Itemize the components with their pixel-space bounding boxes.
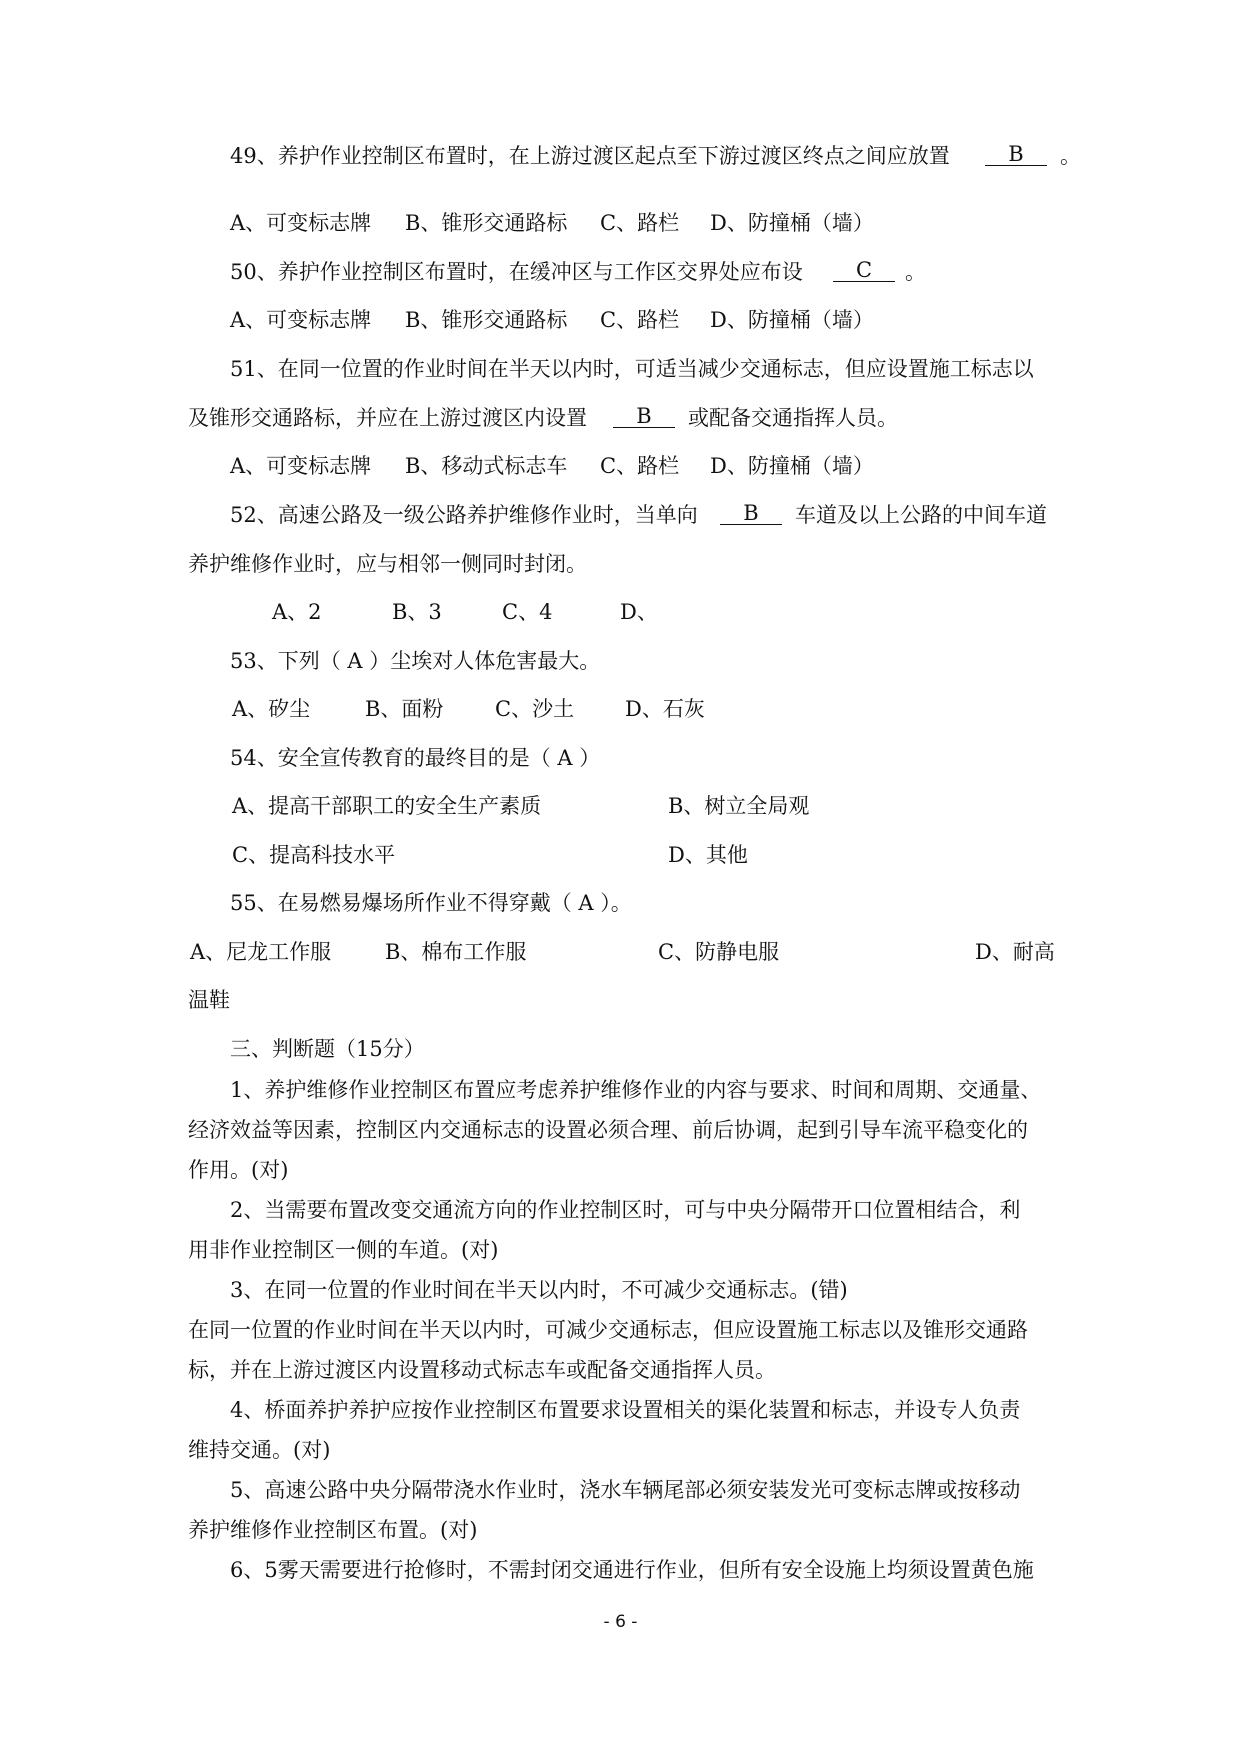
question-52-text-post: 车道及以上公路的中间车道	[795, 503, 1047, 527]
option-b: B、锥形交通路标	[405, 211, 568, 235]
option-a: A、矽尘	[232, 697, 311, 721]
judgement-1-text: 经济效益等因素，控制区内交通标志的设置必须合理、前后协调，起到引导车流平稳变化的	[188, 1118, 1028, 1142]
section-title: 三、判断题（15分）	[230, 1037, 425, 1061]
question-51-answer: B	[613, 405, 675, 428]
question-53-stem: 53、下列（ A ）尘埃对人体危害最大。	[230, 649, 601, 673]
option-d: D、其他	[668, 843, 748, 867]
judgement-6-text: 6、5雾天需要进行抢修时，不需封闭交通进行作业，但所有安全设施上均须设置黄色施	[230, 1558, 1034, 1582]
question-52-answer: B	[720, 502, 782, 525]
judgement-5-text: 5、高速公路中央分隔带浇水作业时，浇水车辆尾部必须安装发光可变标志牌或按移动	[230, 1478, 1021, 1502]
option-b: B、面粉	[365, 697, 444, 721]
question-54-stem: 54、安全宣传教育的最终目的是（ A ）	[230, 746, 601, 770]
option-c: C、防静电服	[658, 940, 780, 964]
option-a: A、尼龙工作服	[190, 940, 332, 964]
option-b: B、3	[392, 600, 442, 624]
question-55-wrap-text: 温鞋	[188, 988, 230, 1012]
judgement-4-text: 4、桥面养护养护应按作业控制区布置要求设置相关的渠化装置和标志，并设专人负责	[230, 1398, 1021, 1422]
option-a: A、2	[272, 600, 322, 624]
option-a: A、提高干部职工的安全生产素质	[232, 794, 542, 818]
question-50-answer: C	[833, 259, 895, 282]
option-d: D、石灰	[625, 697, 705, 721]
question-49-end: 。	[1060, 144, 1081, 168]
option-b: B、移动式标志车	[405, 454, 568, 478]
judgement-2-text: 用非作业控制区一侧的车道。(对)	[188, 1238, 499, 1262]
option-d: D、耐高	[975, 940, 1055, 964]
question-52-text: 养护维修作业时，应与相邻一侧同时封闭。	[188, 552, 587, 576]
option-c: C、提高科技水平	[232, 843, 396, 867]
judgement-3-explanation: 在同一位置的作业时间在半天以内时，可减少交通标志，但应设置施工标志以及锥形交通路	[188, 1318, 1028, 1342]
judgement-1-text: 1、养护维修作业控制区布置应考虑养护维修作业的内容与要求、时间和周期、交通量、	[230, 1078, 1042, 1102]
judgement-4-text: 维持交通。(对)	[188, 1438, 331, 1462]
judgement-3-explanation: 标，并在上游过渡区内设置移动式标志车或配备交通指挥人员。	[188, 1358, 776, 1382]
question-49-answer: B	[985, 143, 1047, 166]
option-b: B、树立全局观	[668, 794, 810, 818]
option-b: B、锥形交通路标	[405, 308, 568, 332]
question-50-end: 。	[905, 260, 926, 284]
option-c: C、路栏	[600, 308, 680, 332]
question-49-stem: 49、养护作业控制区布置时，在上游过渡区起点至下游过渡区终点之间应放置	[230, 144, 950, 168]
page-number: - 6 -	[603, 1612, 638, 1632]
option-d: D、防撞桶（墙）	[710, 211, 874, 235]
judgement-5-text: 养护维修作业控制区布置。(对)	[188, 1518, 478, 1542]
option-c: C、4	[502, 600, 553, 624]
option-d: D、	[620, 600, 658, 624]
question-51-text: 51、在同一位置的作业时间在半天以内时，可适当减少交通标志，但应设置施工标志以	[230, 357, 1034, 381]
option-c: C、路栏	[600, 211, 680, 235]
question-55-stem: 55、在易燃易爆场所作业不得穿戴（ A ）。	[230, 891, 632, 915]
option-a: A、可变标志牌	[230, 308, 372, 332]
question-51-text-post: 或配备交通指挥人员。	[688, 406, 898, 430]
question-52-text-pre: 52、高速公路及一级公路养护维修作业时，当单向	[230, 503, 698, 527]
question-50-stem: 50、养护作业控制区布置时，在缓冲区与工作区交界处应布设	[230, 260, 803, 284]
option-d: D、防撞桶（墙）	[710, 454, 874, 478]
option-b: B、棉布工作服	[385, 940, 527, 964]
option-a: A、可变标志牌	[230, 211, 372, 235]
question-51-text-pre: 及锥形交通路标，并应在上游过渡区内设置	[188, 406, 587, 430]
option-c: C、沙土	[495, 697, 575, 721]
option-a: A、可变标志牌	[230, 454, 372, 478]
judgement-3-text: 3、在同一位置的作业时间在半天以内时，不可减少交通标志。(错)	[230, 1278, 848, 1302]
judgement-1-text: 作用。(对)	[188, 1158, 289, 1182]
judgement-2-text: 2、当需要布置改变交通流方向的作业控制区时，可与中央分隔带开口位置相结合，利	[230, 1198, 1021, 1222]
option-d: D、防撞桶（墙）	[710, 308, 874, 332]
option-c: C、路栏	[600, 454, 680, 478]
